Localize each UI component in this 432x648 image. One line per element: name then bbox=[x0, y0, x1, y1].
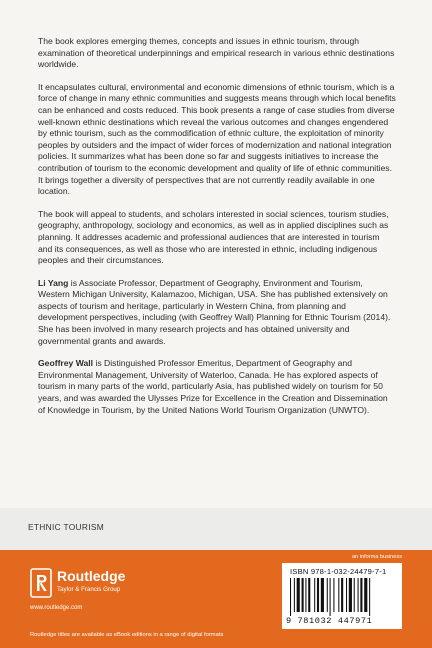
barcode-panel bbox=[282, 563, 402, 629]
description-paragraph-3: The book will appeal to students, and scholars interested in social sciences, tourism studies, geography, anthropology, sociology and economics, as well as in applied disciplines such as planning. It addresses academic and professional audiences that are interested in tourism and its consequences, as well as those who are interested in ethnic, including indigenous peoples and their circumstances. bbox=[38, 208, 389, 266]
publisher-name: Routledge bbox=[57, 568, 126, 584]
author-name: Li Yang bbox=[38, 277, 69, 288]
barcode-image bbox=[290, 578, 394, 616]
subject-category: ETHNIC TOURISM bbox=[28, 522, 105, 532]
barcode-number: 9 781032 447971 bbox=[286, 616, 373, 626]
subject-band bbox=[0, 508, 432, 550]
publisher-url[interactable]: www.routledge.com bbox=[30, 605, 83, 611]
ebook-note: Routledge titles are available as eBook editions in a range of digital formats bbox=[30, 632, 224, 638]
description-paragraph-2: It encapsulates cultural, environmental and economic dimensions of ethnic tourism, which is a force of change in many ethnic communities and suggests means through which local benefits can be enhanced and costs reduced. This book presents a range of case studies from diverse well-known ethnic destinations which reveal the various outcomes and changes engendered by ethnic tourism, such as the commodification of ethnic culture, the exploitation of minority peoples by outsiders and the impact of wider forces of modernization and national integration policies. It summarizes what has been done so far and suggests initiatives to increase the contribution of tourism to the economic development and quality of life of ethnic communities. It brings together a diversity of perspectives that are not currently readily available in one location. bbox=[38, 81, 396, 197]
informa-tagline: an informa business bbox=[351, 554, 402, 560]
author-bio-text: is Distinguished Professor Emeritus, Department of Geography and Environmental Management, University of Waterloo, Canada. He has explored aspects of tourism in many parts of the world, particularly Asia, has published widely on tourism for 50 years, and was awarded the Ulysses Prize for Excellence in the Creation and Dissemination of Knowledge in Tourism, by the United Nations World Tourism Organization (UNWTO). bbox=[38, 358, 388, 415]
author-bio-2 bbox=[38, 358, 396, 416]
author-bio-text: is Associate Professor, Department of Geography, Environment and Tourism, Western Michigan University, Kalamazoo, Michigan, USA. She has published extensively on aspects of tourism and heritage, particularly in Western China, from planning and development perspectives, including (with Geoffrey Wall) Planning for Ethnic Tourism (2014). She has been involved in many research projects and has obtained university and governmental grants and awards. bbox=[38, 277, 391, 346]
publisher-footer bbox=[0, 550, 432, 648]
publisher-group: Taylor & Francis Group bbox=[57, 586, 121, 593]
routledge-logo-icon bbox=[30, 568, 52, 598]
description-paragraph-1: The book explores emerging themes, concepts and issues in ethnic tourism, through examination of theoretical underpinnings and empirical research in various ethnic destinations worldwide. bbox=[38, 36, 395, 70]
author-bio-1 bbox=[38, 278, 396, 348]
routledge-logo bbox=[30, 568, 180, 604]
blurb bbox=[38, 36, 396, 427]
author-name: Geoffrey Wall bbox=[38, 358, 94, 369]
isbn-label: ISBN 978-1-032-24479-7-1 bbox=[290, 567, 387, 576]
